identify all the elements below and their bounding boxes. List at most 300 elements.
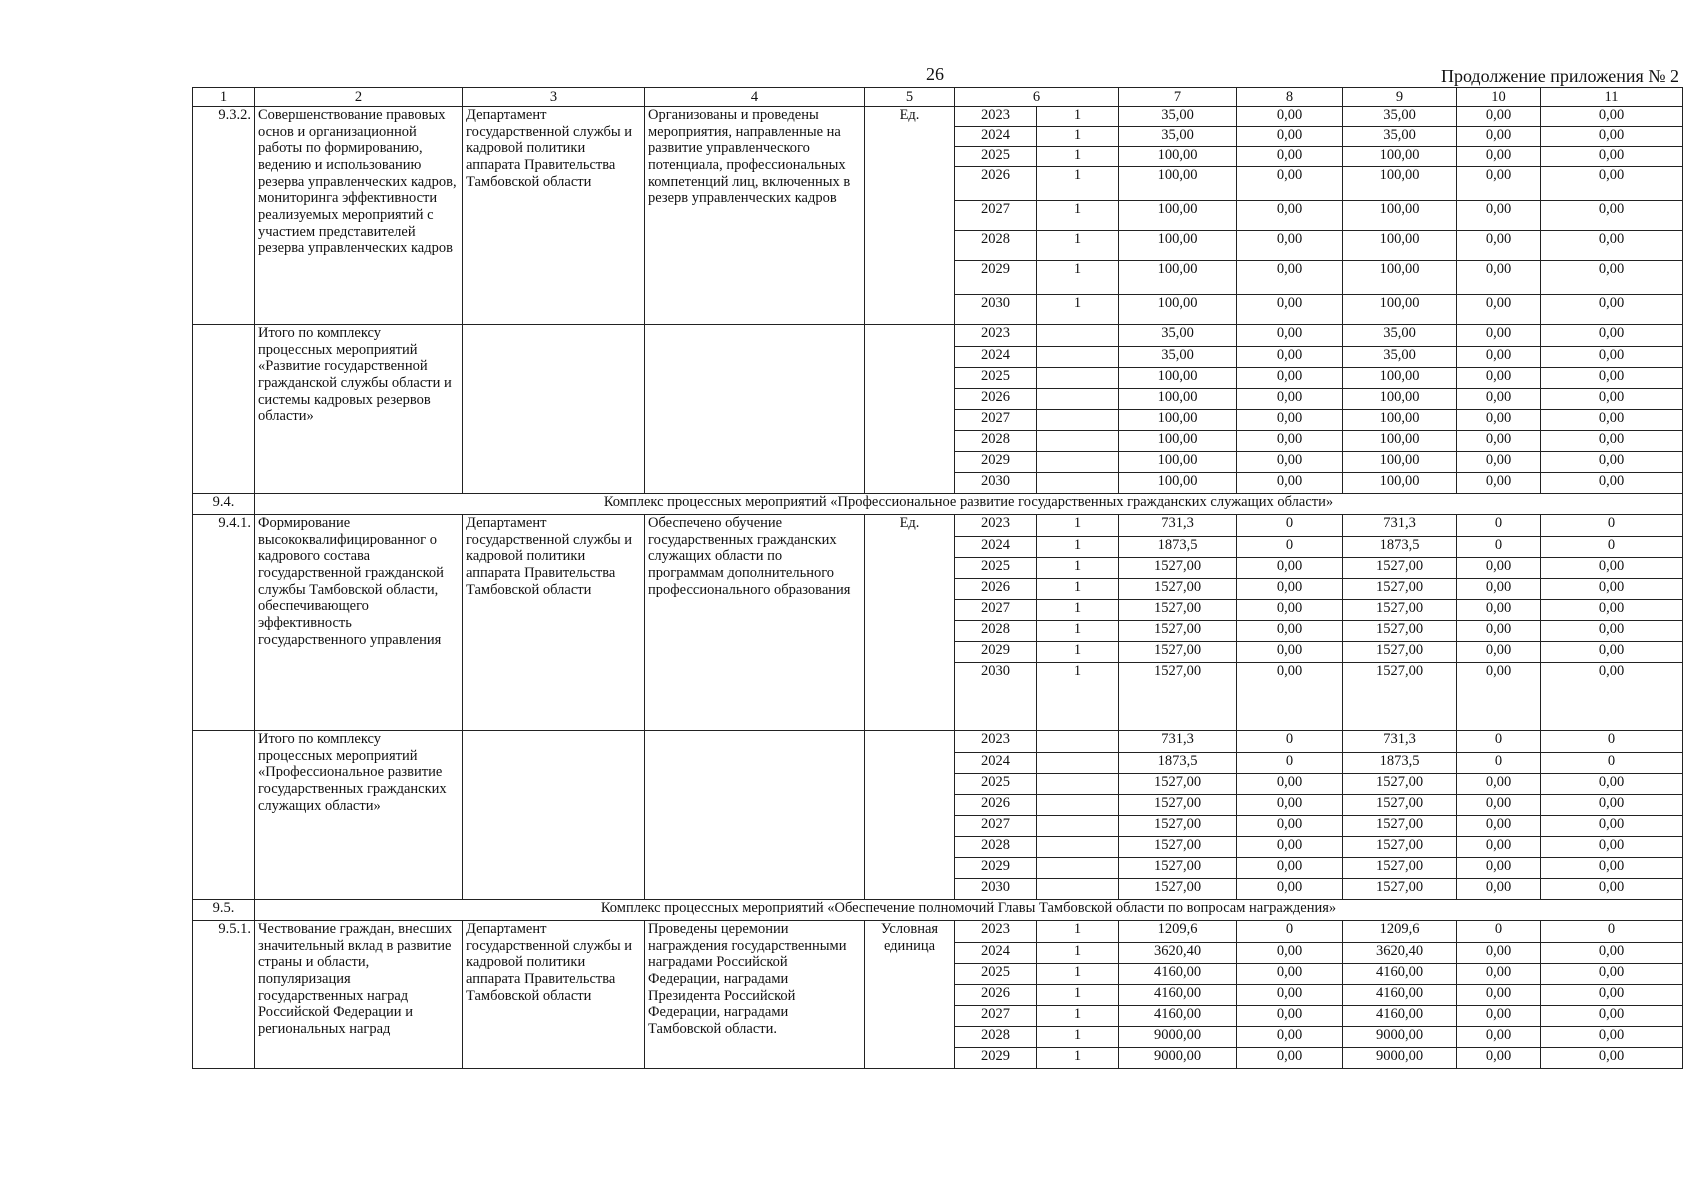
local-funding-cell: 0,00 xyxy=(1457,325,1541,347)
other-funding-cell: 0,00 xyxy=(1541,600,1683,621)
local-funding-cell: 0,00 xyxy=(1457,964,1541,985)
other-funding-cell: 0,00 xyxy=(1541,261,1683,295)
responsible-department: Департамент государственной службы и кадровой политики аппарата Правительства Тамбовской области xyxy=(463,515,645,731)
other-funding-cell: 0,00 xyxy=(1541,473,1683,494)
local-funding-cell: 0,00 xyxy=(1457,816,1541,837)
local-funding-cell: 0,00 xyxy=(1457,127,1541,147)
year-cell: 2025 xyxy=(955,368,1037,389)
local-funding-cell: 0,00 xyxy=(1457,600,1541,621)
year-cell: 2027 xyxy=(955,1006,1037,1027)
total-funding-cell: 1527,00 xyxy=(1119,858,1237,879)
total-funding-cell: 100,00 xyxy=(1119,201,1237,231)
federal-funding-cell: 0,00 xyxy=(1237,452,1343,473)
local-funding-cell: 0,00 xyxy=(1457,473,1541,494)
other-funding-cell: 0,00 xyxy=(1541,325,1683,347)
regional-funding-cell: 100,00 xyxy=(1343,410,1457,431)
section-title: Комплекс процессных мероприятий «Профессиональное развитие государственных гражданских служащих области» xyxy=(255,494,1683,515)
regional-funding-cell: 4160,00 xyxy=(1343,1006,1457,1027)
local-funding-cell: 0 xyxy=(1457,921,1541,943)
quantity-cell: 1 xyxy=(1037,600,1119,621)
regional-funding-cell: 1873,5 xyxy=(1343,753,1457,774)
regional-funding-cell: 1209,6 xyxy=(1343,921,1457,943)
quantity-cell xyxy=(1037,389,1119,410)
federal-funding-cell: 0,00 xyxy=(1237,295,1343,325)
column-header: 6 xyxy=(955,88,1119,107)
regional-funding-cell: 100,00 xyxy=(1343,167,1457,201)
regional-funding-cell: 1527,00 xyxy=(1343,663,1457,731)
federal-funding-cell: 0,00 xyxy=(1237,558,1343,579)
year-cell: 2026 xyxy=(955,389,1037,410)
other-funding-cell: 0,00 xyxy=(1541,774,1683,795)
item-number xyxy=(193,325,255,494)
local-funding-cell: 0,00 xyxy=(1457,452,1541,473)
total-funding-cell: 1527,00 xyxy=(1119,663,1237,731)
total-funding-cell: 1527,00 xyxy=(1119,600,1237,621)
regional-funding-cell: 1527,00 xyxy=(1343,579,1457,600)
regional-funding-cell: 731,3 xyxy=(1343,731,1457,753)
regional-funding-cell: 1527,00 xyxy=(1343,837,1457,858)
regional-funding-cell: 100,00 xyxy=(1343,368,1457,389)
year-cell: 2030 xyxy=(955,473,1037,494)
year-cell: 2026 xyxy=(955,167,1037,201)
expected-result xyxy=(645,325,865,494)
regional-funding-cell: 1873,5 xyxy=(1343,537,1457,558)
total-funding-cell: 100,00 xyxy=(1119,231,1237,261)
total-funding-cell: 1527,00 xyxy=(1119,795,1237,816)
total-funding-cell: 1527,00 xyxy=(1119,816,1237,837)
responsible-department: Департамент государственной службы и кадровой политики аппарата Правительства Тамбовской области xyxy=(463,921,645,1069)
local-funding-cell: 0,00 xyxy=(1457,347,1541,368)
other-funding-cell: 0,00 xyxy=(1541,347,1683,368)
quantity-cell: 1 xyxy=(1037,663,1119,731)
federal-funding-cell: 0,00 xyxy=(1237,347,1343,368)
other-funding-cell: 0,00 xyxy=(1541,985,1683,1006)
federal-funding-cell: 0 xyxy=(1237,753,1343,774)
total-funding-cell: 1527,00 xyxy=(1119,837,1237,858)
regional-funding-cell: 4160,00 xyxy=(1343,964,1457,985)
column-header: 9 xyxy=(1343,88,1457,107)
total-funding-cell: 100,00 xyxy=(1119,295,1237,325)
federal-funding-cell: 0,00 xyxy=(1237,858,1343,879)
year-cell: 2025 xyxy=(955,964,1037,985)
quantity-cell xyxy=(1037,410,1119,431)
measure-unit: Ед. xyxy=(865,107,955,325)
responsible-department xyxy=(463,325,645,494)
regional-funding-cell: 100,00 xyxy=(1343,261,1457,295)
item-number: 9.4.1. xyxy=(193,515,255,731)
local-funding-cell: 0,00 xyxy=(1457,858,1541,879)
other-funding-cell: 0,00 xyxy=(1541,579,1683,600)
regional-funding-cell: 1527,00 xyxy=(1343,558,1457,579)
federal-funding-cell: 0,00 xyxy=(1237,837,1343,858)
column-header: 11 xyxy=(1541,88,1683,107)
quantity-cell xyxy=(1037,816,1119,837)
total-funding-cell: 4160,00 xyxy=(1119,964,1237,985)
total-funding-cell: 100,00 xyxy=(1119,473,1237,494)
page-number: 26 xyxy=(926,64,944,84)
quantity-cell xyxy=(1037,837,1119,858)
other-funding-cell: 0,00 xyxy=(1541,1006,1683,1027)
table-row xyxy=(193,107,1683,127)
local-funding-cell: 0,00 xyxy=(1457,642,1541,663)
quantity-cell xyxy=(1037,452,1119,473)
quantity-cell: 1 xyxy=(1037,1027,1119,1048)
regional-funding-cell: 1527,00 xyxy=(1343,816,1457,837)
regional-funding-cell: 100,00 xyxy=(1343,147,1457,167)
total-funding-cell: 35,00 xyxy=(1119,347,1237,368)
expected-result: Организованы и проведены мероприятия, направленные на развитие управленческого потенциала, профессиональных компетенций лиц, включенных в резерв управленческих кадров xyxy=(645,107,865,325)
local-funding-cell: 0 xyxy=(1457,731,1541,753)
quantity-cell: 1 xyxy=(1037,1006,1119,1027)
regional-funding-cell: 1527,00 xyxy=(1343,642,1457,663)
regional-funding-cell: 1527,00 xyxy=(1343,774,1457,795)
regional-funding-cell: 35,00 xyxy=(1343,107,1457,127)
local-funding-cell: 0 xyxy=(1457,753,1541,774)
column-header: 10 xyxy=(1457,88,1541,107)
year-cell: 2024 xyxy=(955,347,1037,368)
local-funding-cell: 0,00 xyxy=(1457,985,1541,1006)
year-cell: 2024 xyxy=(955,753,1037,774)
other-funding-cell: 0,00 xyxy=(1541,1048,1683,1069)
local-funding-cell: 0,00 xyxy=(1457,663,1541,731)
federal-funding-cell: 0,00 xyxy=(1237,943,1343,964)
other-funding-cell: 0 xyxy=(1541,537,1683,558)
table-row xyxy=(193,515,1683,537)
column-header: 3 xyxy=(463,88,645,107)
year-cell: 2028 xyxy=(955,837,1037,858)
quantity-cell: 1 xyxy=(1037,127,1119,147)
other-funding-cell: 0 xyxy=(1541,515,1683,537)
federal-funding-cell: 0,00 xyxy=(1237,368,1343,389)
expected-result: Проведены церемонии награждения государственными наградами Российской Федерации, наградами Президента Российской Федерации, наградами Тамбовской области. xyxy=(645,921,865,1069)
local-funding-cell: 0,00 xyxy=(1457,389,1541,410)
regional-funding-cell: 35,00 xyxy=(1343,325,1457,347)
item-name: Итого по комплексу процессных мероприятий «Профессиональное развитие государственных гражданских служащих области» xyxy=(255,731,463,900)
total-funding-cell: 1527,00 xyxy=(1119,774,1237,795)
other-funding-cell: 0,00 xyxy=(1541,389,1683,410)
other-funding-cell: 0,00 xyxy=(1541,410,1683,431)
total-funding-cell: 731,3 xyxy=(1119,731,1237,753)
year-cell: 2023 xyxy=(955,515,1037,537)
quantity-cell xyxy=(1037,753,1119,774)
measure-unit: Ед. xyxy=(865,515,955,731)
total-funding-cell: 100,00 xyxy=(1119,261,1237,295)
regional-funding-cell: 1527,00 xyxy=(1343,858,1457,879)
quantity-cell: 1 xyxy=(1037,295,1119,325)
year-cell: 2026 xyxy=(955,985,1037,1006)
regional-funding-cell: 100,00 xyxy=(1343,473,1457,494)
total-funding-cell: 100,00 xyxy=(1119,368,1237,389)
local-funding-cell: 0,00 xyxy=(1457,295,1541,325)
local-funding-cell: 0,00 xyxy=(1457,167,1541,201)
other-funding-cell: 0,00 xyxy=(1541,858,1683,879)
federal-funding-cell: 0,00 xyxy=(1237,600,1343,621)
quantity-cell: 1 xyxy=(1037,558,1119,579)
total-funding-cell: 1209,6 xyxy=(1119,921,1237,943)
federal-funding-cell: 0,00 xyxy=(1237,1048,1343,1069)
column-header: 7 xyxy=(1119,88,1237,107)
responsible-department xyxy=(463,731,645,900)
quantity-cell: 1 xyxy=(1037,943,1119,964)
federal-funding-cell: 0,00 xyxy=(1237,431,1343,452)
section-title: Комплекс процессных мероприятий «Обеспечение полномочий Главы Тамбовской области по вопросам награждения» xyxy=(255,900,1683,921)
year-cell: 2030 xyxy=(955,879,1037,900)
total-funding-cell: 100,00 xyxy=(1119,167,1237,201)
year-cell: 2028 xyxy=(955,621,1037,642)
local-funding-cell: 0,00 xyxy=(1457,774,1541,795)
federal-funding-cell: 0,00 xyxy=(1237,816,1343,837)
federal-funding-cell: 0,00 xyxy=(1237,147,1343,167)
other-funding-cell: 0,00 xyxy=(1541,621,1683,642)
total-funding-cell: 4160,00 xyxy=(1119,1006,1237,1027)
local-funding-cell: 0,00 xyxy=(1457,621,1541,642)
federal-funding-cell: 0,00 xyxy=(1237,473,1343,494)
federal-funding-cell: 0,00 xyxy=(1237,663,1343,731)
other-funding-cell: 0,00 xyxy=(1541,816,1683,837)
quantity-cell: 1 xyxy=(1037,167,1119,201)
measure-unit xyxy=(865,731,955,900)
regional-funding-cell: 100,00 xyxy=(1343,389,1457,410)
year-cell: 2027 xyxy=(955,816,1037,837)
total-funding-cell: 9000,00 xyxy=(1119,1048,1237,1069)
regional-funding-cell: 4160,00 xyxy=(1343,985,1457,1006)
item-number xyxy=(193,731,255,900)
federal-funding-cell: 0,00 xyxy=(1237,642,1343,663)
regional-funding-cell: 100,00 xyxy=(1343,431,1457,452)
other-funding-cell: 0,00 xyxy=(1541,964,1683,985)
federal-funding-cell: 0,00 xyxy=(1237,167,1343,201)
other-funding-cell: 0,00 xyxy=(1541,943,1683,964)
item-name: Совершенствование правовых основ и организационной работы по формированию, ведению и использованию резерва управленческих кадров, мониторинга эффективности реализуемых мероприятий с участием представителей резерва управленческих кадров xyxy=(255,107,463,325)
year-cell: 2024 xyxy=(955,537,1037,558)
total-funding-cell: 1527,00 xyxy=(1119,621,1237,642)
federal-funding-cell: 0 xyxy=(1237,537,1343,558)
regional-funding-cell: 100,00 xyxy=(1343,452,1457,473)
other-funding-cell: 0,00 xyxy=(1541,295,1683,325)
regional-funding-cell: 731,3 xyxy=(1343,515,1457,537)
federal-funding-cell: 0,00 xyxy=(1237,261,1343,295)
quantity-cell xyxy=(1037,368,1119,389)
year-cell: 2025 xyxy=(955,774,1037,795)
quantity-cell: 1 xyxy=(1037,147,1119,167)
other-funding-cell: 0 xyxy=(1541,921,1683,943)
year-cell: 2025 xyxy=(955,558,1037,579)
total-funding-cell: 1527,00 xyxy=(1119,879,1237,900)
local-funding-cell: 0,00 xyxy=(1457,1006,1541,1027)
local-funding-cell: 0,00 xyxy=(1457,231,1541,261)
year-cell: 2029 xyxy=(955,452,1037,473)
column-header: 4 xyxy=(645,88,865,107)
year-cell: 2029 xyxy=(955,642,1037,663)
total-funding-cell: 100,00 xyxy=(1119,452,1237,473)
column-header: 8 xyxy=(1237,88,1343,107)
federal-funding-cell: 0,00 xyxy=(1237,389,1343,410)
other-funding-cell: 0,00 xyxy=(1541,167,1683,201)
year-cell: 2023 xyxy=(955,731,1037,753)
measure-unit: Условная единица xyxy=(865,921,955,1069)
regional-funding-cell: 9000,00 xyxy=(1343,1048,1457,1069)
other-funding-cell: 0,00 xyxy=(1541,201,1683,231)
section-number: 9.4. xyxy=(193,494,255,515)
local-funding-cell: 0,00 xyxy=(1457,201,1541,231)
regional-funding-cell: 1527,00 xyxy=(1343,621,1457,642)
local-funding-cell: 0,00 xyxy=(1457,410,1541,431)
section-number: 9.5. xyxy=(193,900,255,921)
quantity-cell xyxy=(1037,431,1119,452)
item-number: 9.3.2. xyxy=(193,107,255,325)
total-funding-cell: 1527,00 xyxy=(1119,642,1237,663)
local-funding-cell: 0 xyxy=(1457,515,1541,537)
regional-funding-cell: 35,00 xyxy=(1343,127,1457,147)
federal-funding-cell: 0,00 xyxy=(1237,201,1343,231)
federal-funding-cell: 0 xyxy=(1237,731,1343,753)
other-funding-cell: 0,00 xyxy=(1541,879,1683,900)
total-funding-cell: 100,00 xyxy=(1119,147,1237,167)
year-cell: 2029 xyxy=(955,261,1037,295)
regional-funding-cell: 100,00 xyxy=(1343,201,1457,231)
total-funding-cell: 100,00 xyxy=(1119,389,1237,410)
year-cell: 2028 xyxy=(955,431,1037,452)
federal-funding-cell: 0,00 xyxy=(1237,579,1343,600)
item-name: Формирование высококвалифицированног о кадрового состава государственной гражданской службы Тамбовской области, обеспечивающего эффективность государственного управления xyxy=(255,515,463,731)
table-row xyxy=(193,325,1683,347)
regional-funding-cell: 9000,00 xyxy=(1343,1027,1457,1048)
section-row xyxy=(193,494,1683,515)
local-funding-cell: 0,00 xyxy=(1457,368,1541,389)
quantity-cell: 1 xyxy=(1037,261,1119,295)
federal-funding-cell: 0 xyxy=(1237,921,1343,943)
local-funding-cell: 0,00 xyxy=(1457,107,1541,127)
other-funding-cell: 0,00 xyxy=(1541,368,1683,389)
responsible-department: Департамент государственной службы и кадровой политики аппарата Правительства Тамбовской области xyxy=(463,107,645,325)
quantity-cell: 1 xyxy=(1037,579,1119,600)
total-funding-cell: 1527,00 xyxy=(1119,579,1237,600)
quantity-cell: 1 xyxy=(1037,201,1119,231)
year-cell: 2028 xyxy=(955,231,1037,261)
local-funding-cell: 0,00 xyxy=(1457,579,1541,600)
item-name: Чествование граждан, внесших значительный вклад в развитие страны и области, популяризация государственных наград Российской Федерации и региональных наград xyxy=(255,921,463,1069)
section-row xyxy=(193,900,1683,921)
total-funding-cell: 35,00 xyxy=(1119,107,1237,127)
total-funding-cell: 1527,00 xyxy=(1119,558,1237,579)
table-row xyxy=(193,731,1683,753)
federal-funding-cell: 0,00 xyxy=(1237,1027,1343,1048)
year-cell: 2023 xyxy=(955,921,1037,943)
local-funding-cell: 0,00 xyxy=(1457,879,1541,900)
column-header: 2 xyxy=(255,88,463,107)
item-name: Итого по комплексу процессных мероприятий «Развитие государственной гражданской службы области и системы кадровых резервов области» xyxy=(255,325,463,494)
year-cell: 2026 xyxy=(955,579,1037,600)
quantity-cell xyxy=(1037,858,1119,879)
year-cell: 2025 xyxy=(955,147,1037,167)
quantity-cell: 1 xyxy=(1037,1048,1119,1069)
other-funding-cell: 0,00 xyxy=(1541,231,1683,261)
total-funding-cell: 35,00 xyxy=(1119,325,1237,347)
year-cell: 2026 xyxy=(955,795,1037,816)
measure-unit xyxy=(865,325,955,494)
continuation-title: Продолжение приложения № 2 xyxy=(1440,66,1679,86)
local-funding-cell: 0,00 xyxy=(1457,795,1541,816)
quantity-cell xyxy=(1037,473,1119,494)
total-funding-cell: 100,00 xyxy=(1119,431,1237,452)
expected-result: Обеспечено обучение государственных гражданских служащих области по программам дополнительного профессионального образования xyxy=(645,515,865,731)
quantity-cell: 1 xyxy=(1037,921,1119,943)
quantity-cell xyxy=(1037,795,1119,816)
local-funding-cell: 0 xyxy=(1457,537,1541,558)
federal-funding-cell: 0,00 xyxy=(1237,621,1343,642)
column-header: 5 xyxy=(865,88,955,107)
quantity-cell: 1 xyxy=(1037,964,1119,985)
federal-funding-cell: 0,00 xyxy=(1237,879,1343,900)
other-funding-cell: 0 xyxy=(1541,731,1683,753)
quantity-cell xyxy=(1037,774,1119,795)
total-funding-cell: 3620,40 xyxy=(1119,943,1237,964)
quantity-cell: 1 xyxy=(1037,231,1119,261)
year-cell: 2030 xyxy=(955,663,1037,731)
table-row xyxy=(193,921,1683,943)
year-cell: 2024 xyxy=(955,943,1037,964)
total-funding-cell: 731,3 xyxy=(1119,515,1237,537)
quantity-cell xyxy=(1037,347,1119,368)
quantity-cell xyxy=(1037,325,1119,347)
year-cell: 2023 xyxy=(955,325,1037,347)
column-header: 1 xyxy=(193,88,255,107)
item-number: 9.5.1. xyxy=(193,921,255,1069)
other-funding-cell: 0,00 xyxy=(1541,642,1683,663)
other-funding-cell: 0,00 xyxy=(1541,795,1683,816)
local-funding-cell: 0,00 xyxy=(1457,558,1541,579)
regional-funding-cell: 1527,00 xyxy=(1343,795,1457,816)
federal-funding-cell: 0,00 xyxy=(1237,774,1343,795)
federal-funding-cell: 0,00 xyxy=(1237,325,1343,347)
federal-funding-cell: 0 xyxy=(1237,515,1343,537)
regional-funding-cell: 35,00 xyxy=(1343,347,1457,368)
other-funding-cell: 0,00 xyxy=(1541,1027,1683,1048)
year-cell: 2023 xyxy=(955,107,1037,127)
year-cell: 2029 xyxy=(955,1048,1037,1069)
other-funding-cell: 0 xyxy=(1541,753,1683,774)
year-cell: 2024 xyxy=(955,127,1037,147)
local-funding-cell: 0,00 xyxy=(1457,1027,1541,1048)
quantity-cell: 1 xyxy=(1037,621,1119,642)
total-funding-cell: 4160,00 xyxy=(1119,985,1237,1006)
regional-funding-cell: 100,00 xyxy=(1343,295,1457,325)
quantity-cell xyxy=(1037,731,1119,753)
local-funding-cell: 0,00 xyxy=(1457,261,1541,295)
local-funding-cell: 0,00 xyxy=(1457,147,1541,167)
year-cell: 2030 xyxy=(955,295,1037,325)
total-funding-cell: 100,00 xyxy=(1119,410,1237,431)
federal-funding-cell: 0,00 xyxy=(1237,107,1343,127)
regional-funding-cell: 3620,40 xyxy=(1343,943,1457,964)
year-cell: 2027 xyxy=(955,201,1037,231)
local-funding-cell: 0,00 xyxy=(1457,837,1541,858)
local-funding-cell: 0,00 xyxy=(1457,431,1541,452)
quantity-cell: 1 xyxy=(1037,515,1119,537)
quantity-cell: 1 xyxy=(1037,107,1119,127)
regional-funding-cell: 100,00 xyxy=(1343,231,1457,261)
regional-funding-cell: 1527,00 xyxy=(1343,879,1457,900)
other-funding-cell: 0,00 xyxy=(1541,127,1683,147)
total-funding-cell: 1873,5 xyxy=(1119,537,1237,558)
other-funding-cell: 0,00 xyxy=(1541,452,1683,473)
federal-funding-cell: 0,00 xyxy=(1237,964,1343,985)
total-funding-cell: 9000,00 xyxy=(1119,1027,1237,1048)
federal-funding-cell: 0,00 xyxy=(1237,795,1343,816)
year-cell: 2029 xyxy=(955,858,1037,879)
quantity-cell: 1 xyxy=(1037,985,1119,1006)
federal-funding-cell: 0,00 xyxy=(1237,1006,1343,1027)
